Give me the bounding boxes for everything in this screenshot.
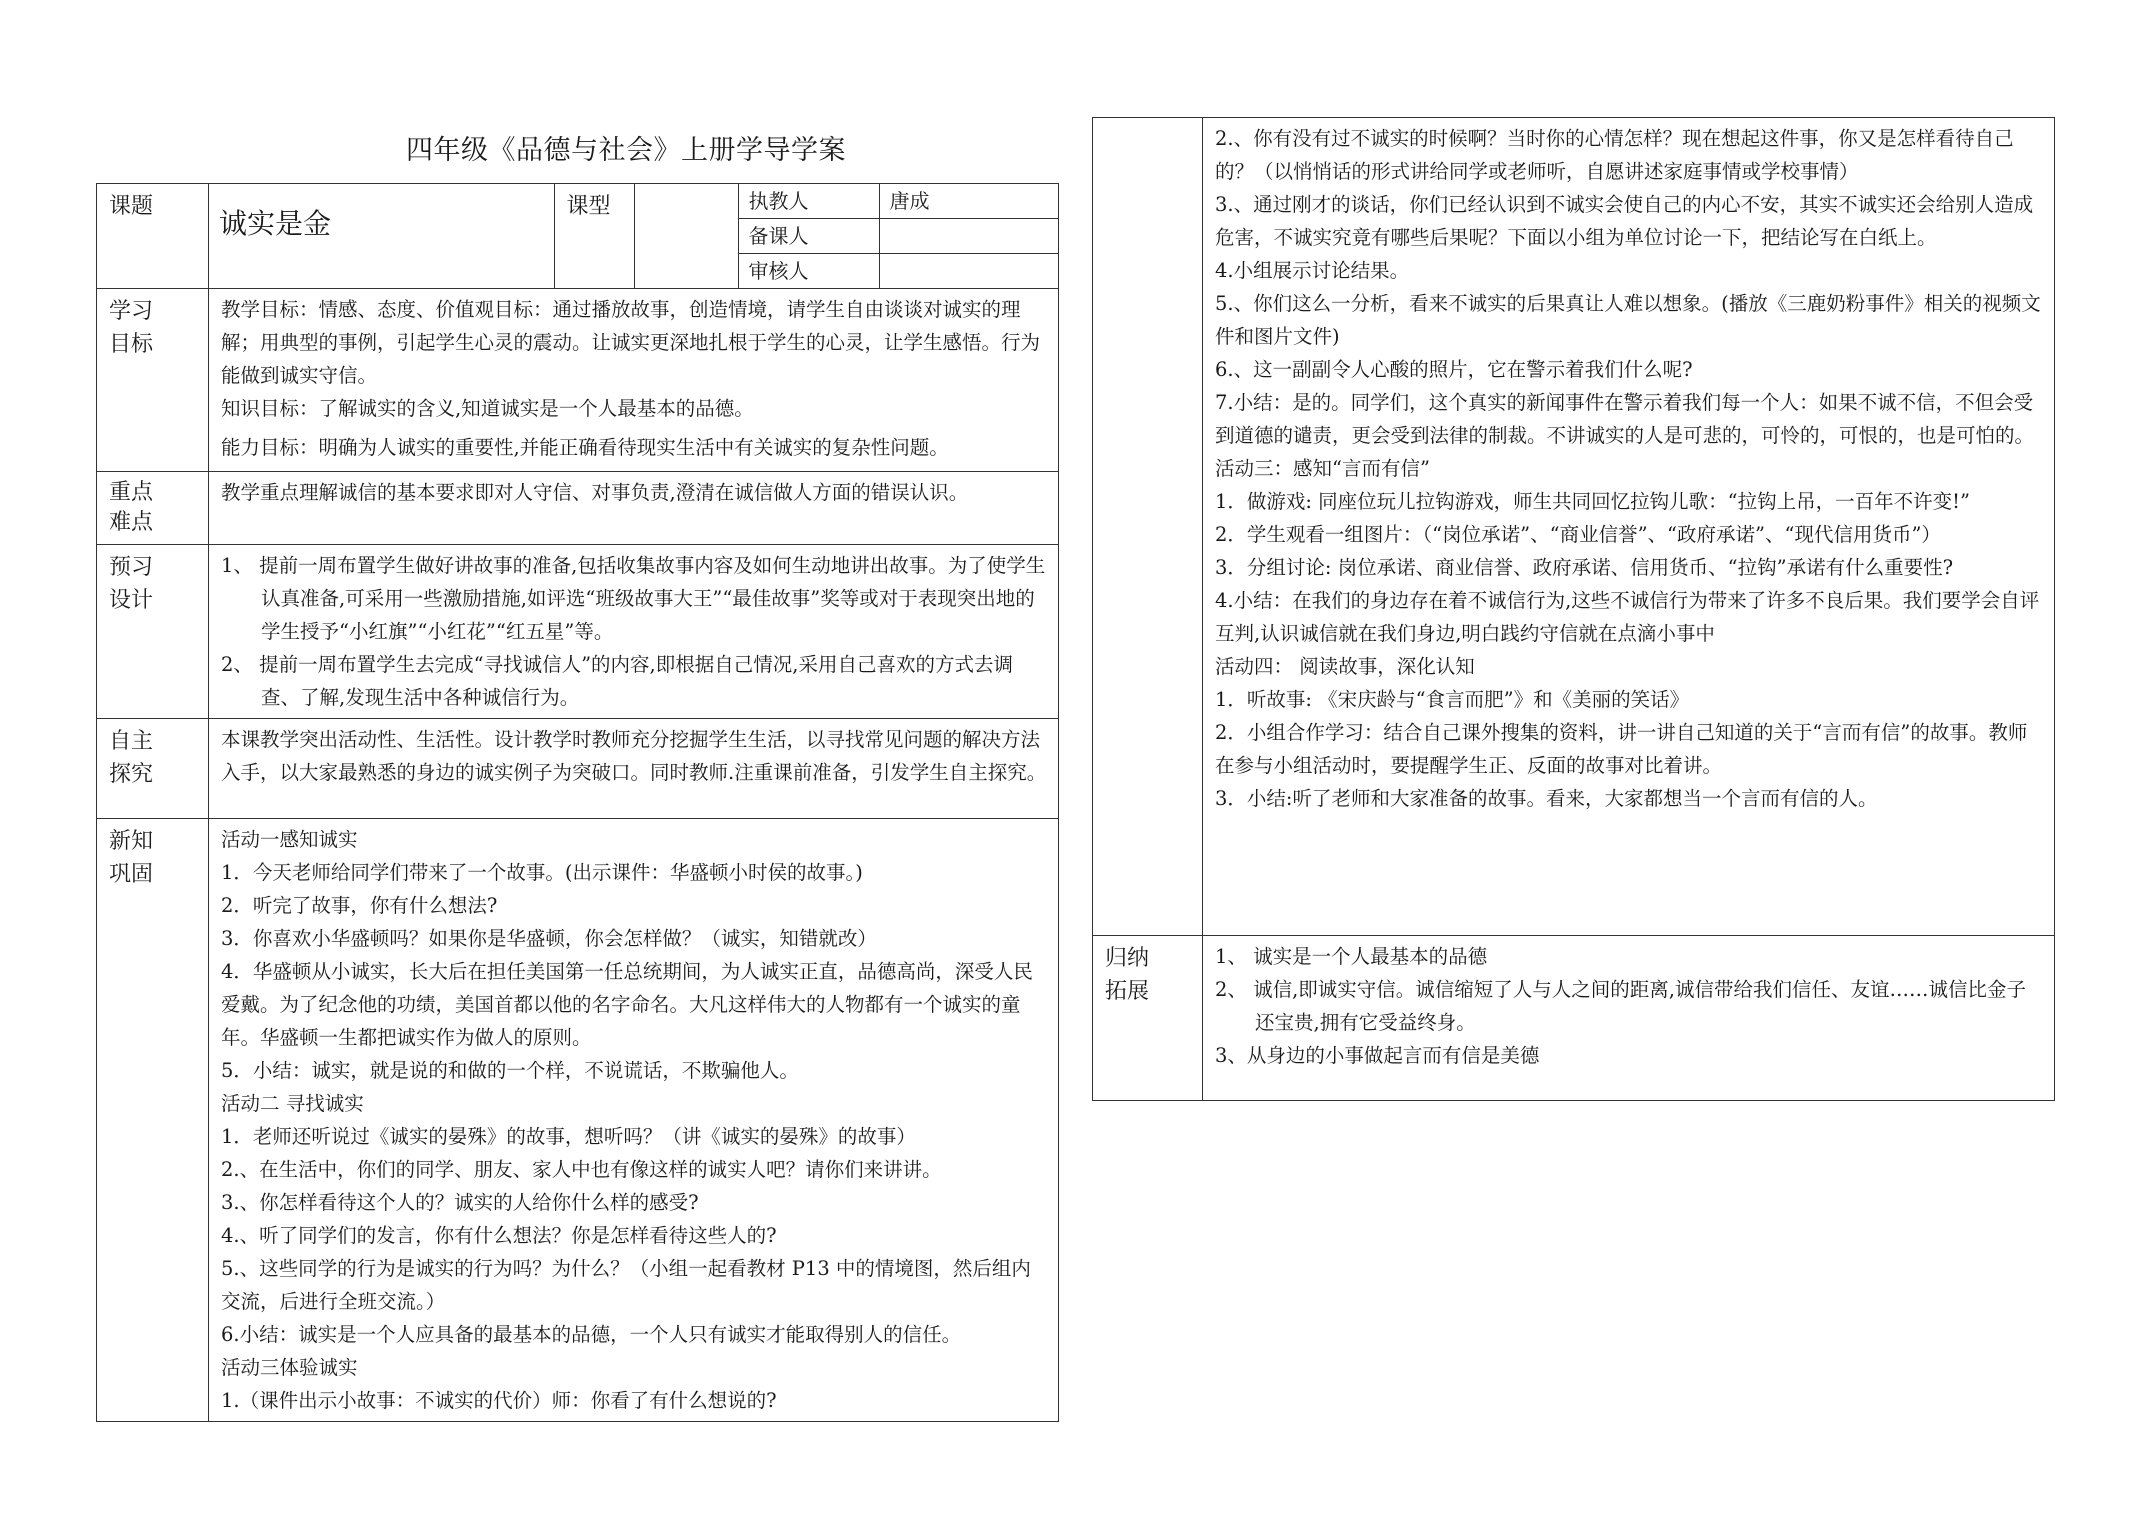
type-value [634,184,738,288]
row-label: 重点 难点 [97,472,209,545]
review-value [879,254,1059,289]
content-line: 1、 提前一周布置学生做好讲故事的准备,包括收集故事内容及如何生动地讲出故事。为了使学生认真准备,可采用一些激励措施,如评选“班级故事大王”“最佳故事”奖等或对于表现突出地的学生授予“小红旗”“小红花”“红五星”等。 [221,554,1046,643]
content-line: 7.小结：是的。同学们，这个真实的新闻事件在警示着我们每一个人：如果不诚不信，不但会受到道德的谴责，更会受到法律的制裁。不讲诚实的人是可悲的，可怜的，可恨的，也是可怕的。 [1215,391,2035,447]
row-preview-design [97,545,1059,719]
content-line: 1．听故事: 《宋庆龄与“食言而肥”》和《美丽的笑话》 [1215,688,1690,711]
type-label: 课型 [554,184,634,288]
content-line: 2．听完了故事，你有什么想法? [221,894,498,917]
prep-label: 备课人 [738,219,879,254]
header-cell [209,184,1059,289]
content-line: 能力目标：明确为人诚实的重要性,并能正确看待现实生活中有关诚实的复杂性问题。 [221,436,949,459]
row-label: 学习 目标 [97,289,209,472]
content-line: 6.小结：诚实是一个人应具备的最基本的品德，一个人只有诚实才能取得别人的信任。 [221,1323,962,1346]
header-row [97,184,1059,289]
content-line: 活动三体验诚实 [221,1356,358,1379]
content-line: 教学重点理解诚信的基本要求即对人守信、对事负责,澄清在诚信做人方面的错误认识。 [221,481,969,504]
topic-value: 诚实是金 [209,184,554,288]
content-line: 6.、这一副副令人心酸的照片，它在警示着我们什么呢? [1215,358,1693,381]
row-summary-extension [1093,936,2055,1101]
topic-label: 课题 [97,184,209,289]
row-label: 预习 设计 [97,545,209,719]
row-label: 归纳 拓展 [1093,936,1203,1101]
content-line: 2、 提前一周布置学生去完成“寻找诚信人”的内容,即根据自己情况,采用自己喜欢的方式去调查、了解,发现生活中各种诚信行为。 [221,653,1013,709]
row-content [1203,936,2055,1101]
row-content [1203,118,2055,936]
review-label: 审核人 [738,254,879,289]
content-line: 3．你喜欢小华盛顿吗？如果你是华盛顿，你会怎样做？（诚实，知错就改） [221,927,877,950]
header-grid [209,184,1059,288]
row-content [209,472,1059,545]
content-line: 2．小组合作学习：结合自己课外搜集的资料，讲一讲自己知道的关于“言而有信”的故事。教师在参与小组活动时，要提醒学生正、反面的故事对比着讲。 [1215,721,2028,777]
teacher-label: 执教人 [738,184,879,219]
row-content [209,719,1059,819]
content-line: 1、 诚实是一个人最基本的品德 [1215,945,1488,968]
row-content [209,819,1059,1422]
content-line: 2、 诚信,即诚实守信。诚信缩短了人与人之间的距离,诚信带给我们信任、友谊……诚信比金子还宝贵,拥有它受益终身。 [1215,978,2027,1034]
content-line: 1．老师还听说过《诚实的晏殊》的故事，想听吗？（讲《诚实的晏殊》的故事） [221,1125,916,1148]
content-line: 4.小组展示讨论结果。 [1215,259,1410,282]
content-line: 活动一感知诚实 [221,828,358,851]
row-content [209,289,1059,472]
row-label [1093,118,1203,936]
content-line: 3、从身边的小事做起言而有信是美德 [1215,1044,1540,1067]
content-line: 活动二 寻找诚实 [221,1092,364,1115]
content-line: 4．华盛顿从小诚实，长大后在担任美国第一任总统期间，为人诚实正直，品德高尚，深受人民爱戴。为了纪念他的功绩，美国首都以他的名字命名。大凡这样伟大的人物都有一个诚实的童年。华盛顿一生都把诚实作为做人的原则。 [221,960,1033,1049]
content-line: 3.、通过刚才的谈话，你们已经认识到不诚实会使自己的内心不安，其实不诚实还会给别人造成危害，不诚实究竟有哪些后果呢？下面以小组为单位讨论一下，把结论写在白纸上。 [1215,193,2034,249]
page-title: 四年级《品德与社会》上册学导学案 [406,135,846,166]
row-content [209,545,1059,719]
content-line: 1．做游戏: 同座位玩儿拉钩游戏，师生共同回忆拉钩儿歌：“拉钩上吊，一百年不许变!” [1215,490,1970,513]
content-line: 4.、听了同学们的发言，你有什么想法？你是怎样看待这些人的? [221,1224,777,1247]
prep-value [879,219,1059,254]
content-line: 5.、你们这么一分析，看来不诚实的后果真让人难以想象。(播放《三鹿奶粉事件》相关的视频文件和图片文件) [1215,292,2041,348]
content-line: 活动四： 阅读故事，深化认知 [1215,655,1475,678]
content-line: 5．小结：诚实，就是说的和做的一个样，不说谎话，不欺骗他人。 [221,1059,799,1082]
row-key-points [97,472,1059,545]
row-label: 自主 探究 [97,719,209,819]
content-line: 2.、你有没有过不诚实的时候啊？当时你的心情怎样？现在想起这件事，你又是怎样看待自己的？（以悄悄话的形式讲给同学或老师听，自愿讲述家庭事情或学校事情） [1215,127,2014,183]
row-continued-activities [1093,118,2055,936]
content-line: 知识目标：了解诚实的含义,知道诚实是一个人最基本的品德。 [221,397,754,420]
content-line: 2.、在生活中，你们的同学、朋友、家人中也有像这样的诚实人吧？请你们来讲讲。 [221,1158,942,1181]
content-line: 3．小结:听了老师和大家准备的故事。看来，大家都想当一个言而有信的人。 [1215,787,1878,810]
content-line: 1．今天老师给同学们带来了一个故事。(出示课件：华盛顿小时侯的故事。) [221,861,863,884]
content-line: 5.、这些同学的行为是诚实的行为吗？为什么？（小组一起看教材 P13 中的情境图，然后组内交流，后进行全班交流。） [221,1257,1031,1313]
content-line: 1.（课件出示小故事：不诚实的代价）师：你看了有什么想说的? [221,1389,777,1412]
content-line: 3.、你怎样看待这个人的？诚实的人给你什么样的感受? [221,1191,699,1214]
content-line: 3．分组讨论: 岗位承诺、商业信誉、政府承诺、信用货币、“拉钩”承诺有什么重要性? [1215,556,1954,579]
right-plan-table [1092,117,2055,1101]
teacher-value: 唐成 [879,184,1059,219]
content-line: 活动三：感知“言而有信” [1215,457,1430,480]
content-line: 2．学生观看一组图片：（“岗位承诺”、“商业信誉”、“政府承诺”、“现代信用货币”） [1215,523,1941,546]
row-self-exploration [97,719,1059,819]
row-label: 新知 巩固 [97,819,209,1422]
content-line: 4.小结：在我们的身边存在着不诚信行为,这些不诚信行为带来了许多不良后果。我们要学会自评互判,认识诚信就在我们身边,明白践约守信就在点滴小事中 [1215,589,2040,645]
left-plan-table [96,183,1059,1422]
content-line: 本课教学突出活动性、生活性。设计教学时教师充分挖掘学生生活，以寻找常见问题的解决方法入手，以大家最熟悉的身边的诚实例子为突破口。同时教师.注重课前准备，引发学生自主探究。 [221,728,1047,784]
row-new-knowledge [97,819,1059,1422]
content-line: 教学目标：情感、态度、价值观目标：通过播放故事，创造情境，请学生自由谈谈对诚实的理解；用典型的事例，引起学生心灵的震动。让诚实更深地扎根于学生的心灵，让学生感悟。行为能做到诚实守信。 [221,298,1041,387]
row-learning-goals [97,289,1059,472]
